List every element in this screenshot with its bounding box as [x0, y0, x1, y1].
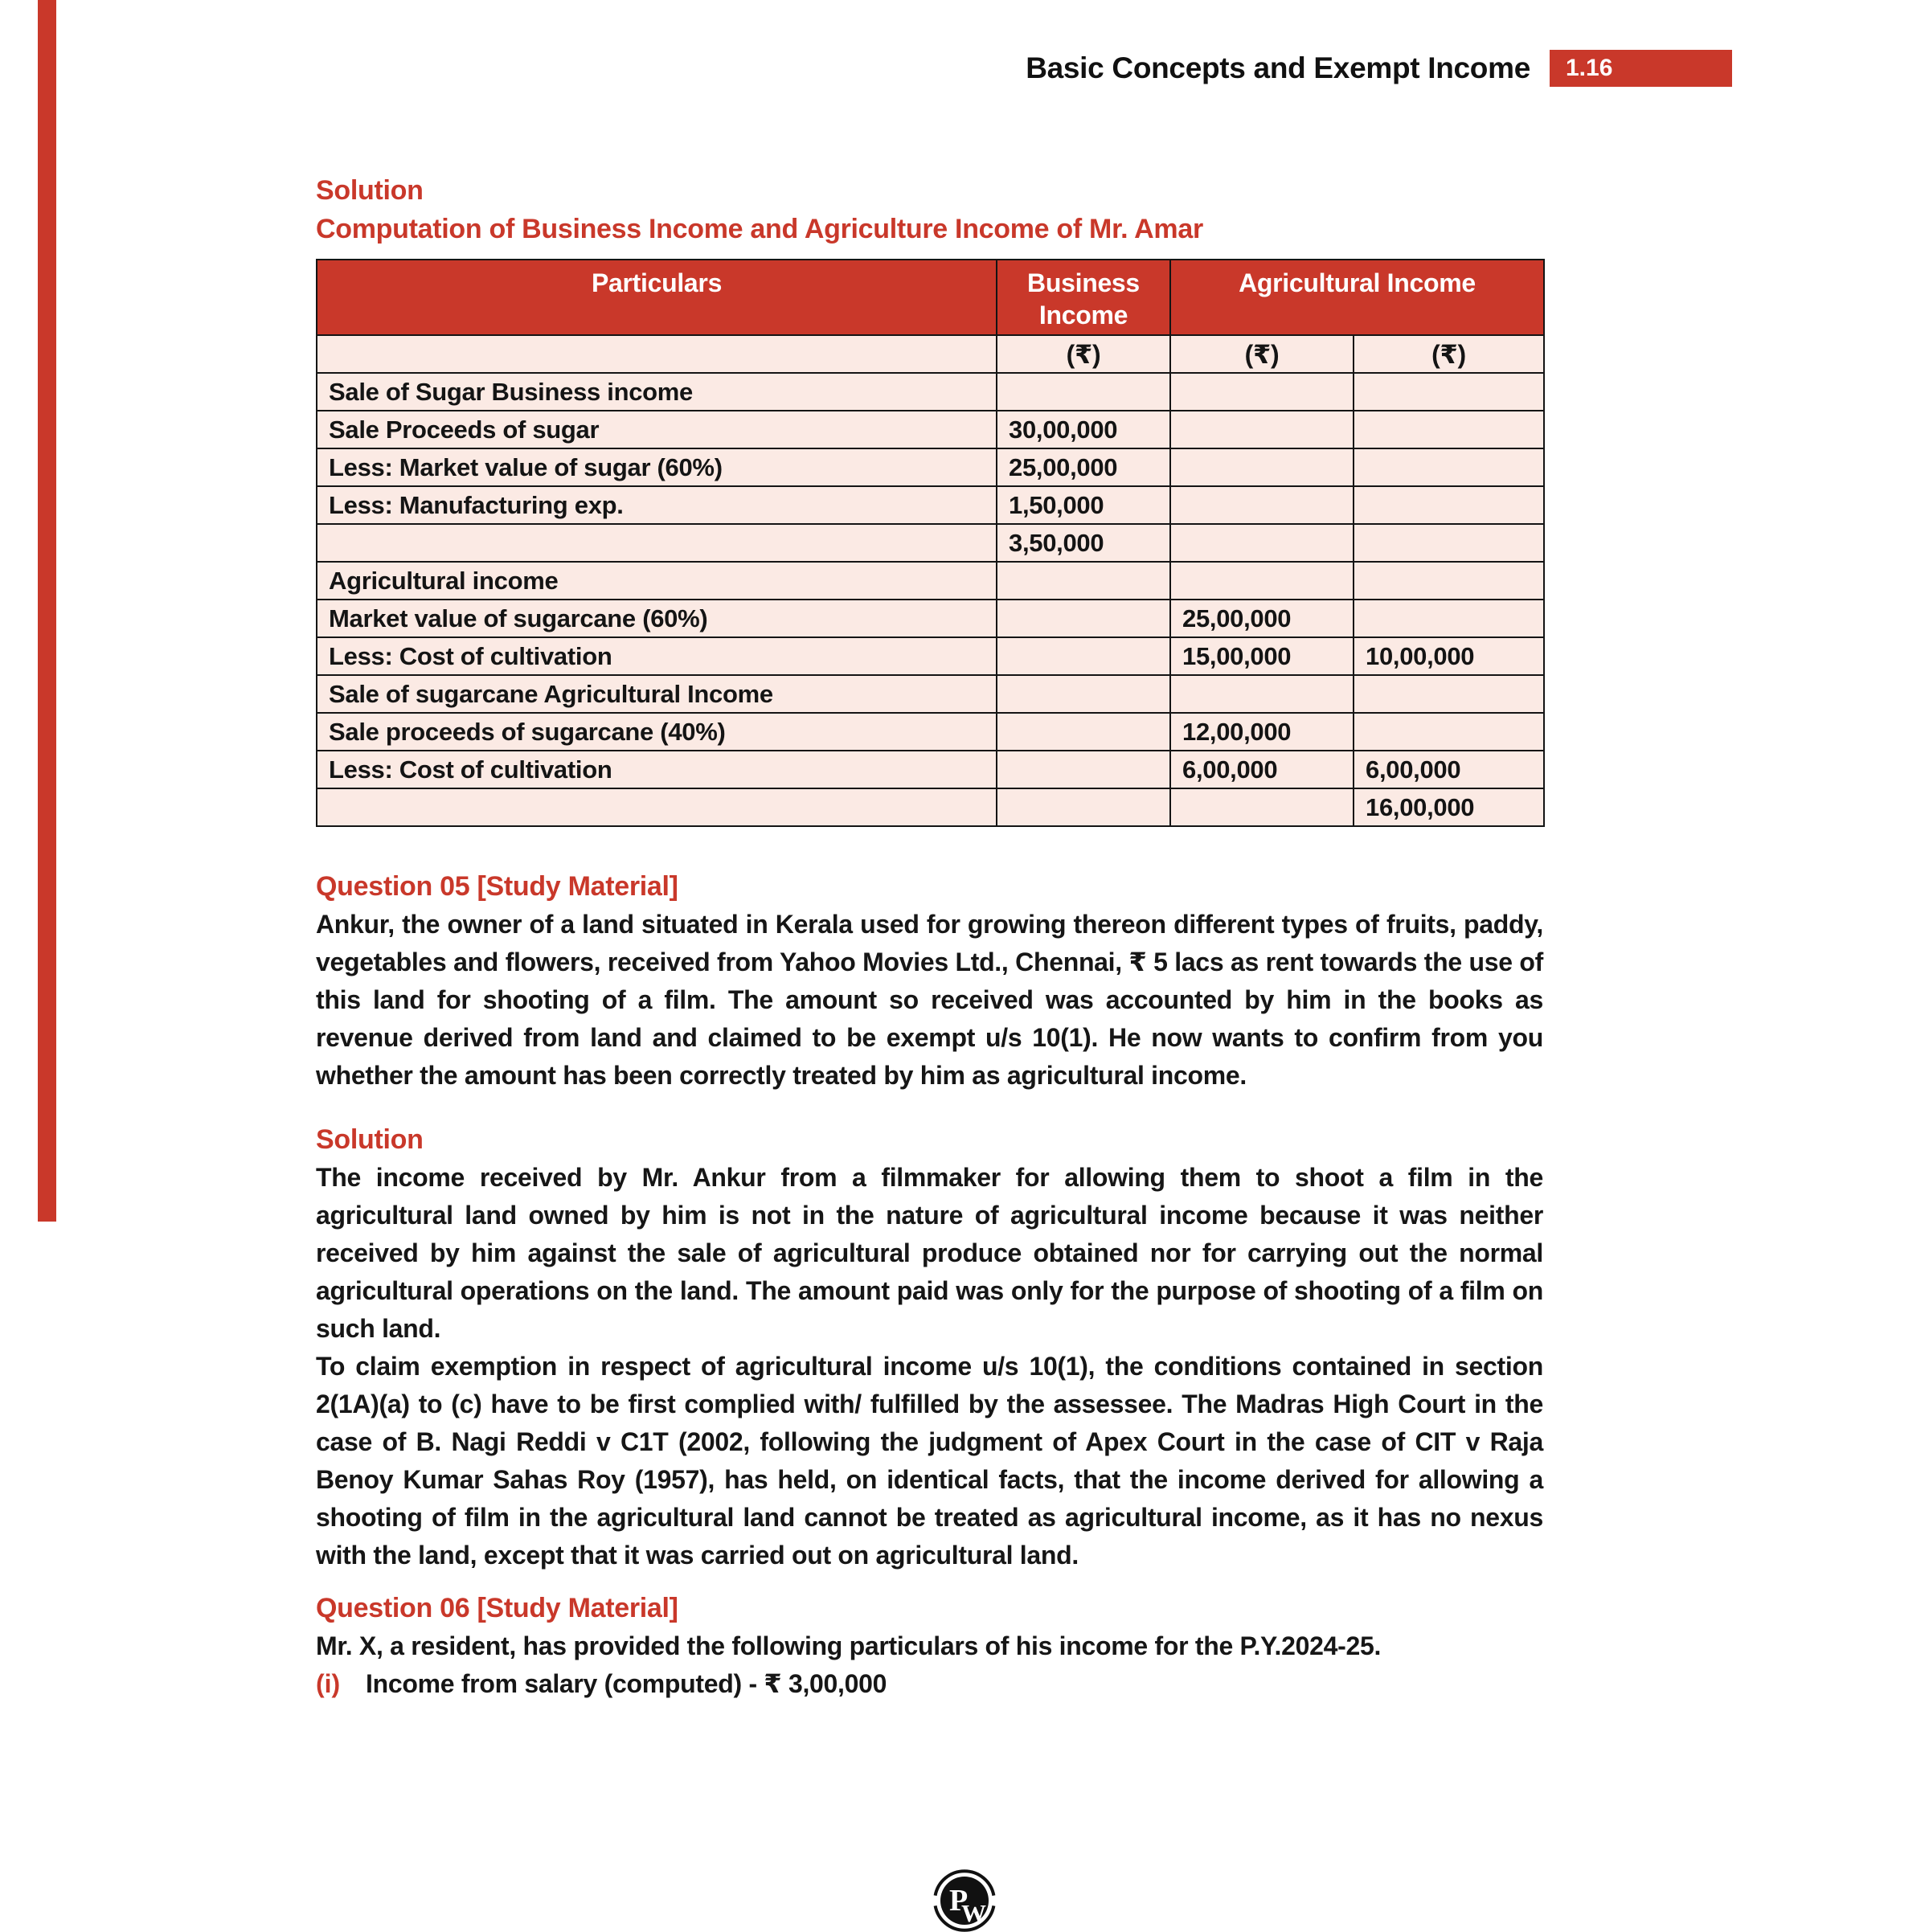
currency-cell: (₹) [997, 335, 1170, 373]
item-text: Income from salary (computed) - ₹ 3,00,000 [366, 1669, 887, 1698]
currency-cell: (₹) [1170, 335, 1354, 373]
solution-heading-2: Solution [316, 1124, 424, 1155]
pw-logo [932, 1868, 997, 1932]
main-content [316, 0, 1543, 1703]
left-accent-bar [38, 0, 56, 1222]
table-row: Less: Cost of cultivation 15,00,000 10,00,000 [317, 637, 1544, 675]
table-row: Market value of sugarcane (60%) 25,00,000 [317, 600, 1544, 637]
computation-table [316, 259, 1545, 827]
table-row: Less: Manufacturing exp. 1,50,000 [317, 486, 1544, 524]
computation-table-title: Computation of Business Income and Agriculture Income of Mr. Amar [316, 214, 1203, 244]
table-row: 3,50,000 [317, 524, 1544, 562]
currency-row [317, 335, 1544, 373]
solution-para-1: The income received by Mr. Ankur from a filmmaker for allowing them to shoot a film in the agricultural land owned by him is not in the nature of agricultural income because it was neither received by him against the sale of agricultural produce obtained nor for carrying out the normal agricultural operations on the land. The amount paid was only for the purpose of shooting of a film on such land. [316, 1163, 1543, 1343]
logo-letter-p: P [949, 1884, 969, 1918]
table-row: 16,00,000 [317, 788, 1544, 826]
question-06-intro: Mr. X, a resident, has provided the following particulars of his income for the P.Y.2024-25. [316, 1631, 1382, 1660]
table-header-row [317, 260, 1544, 335]
question-06-heading: Question 06 [Study Material] [316, 1593, 678, 1623]
table-row: Sale proceeds of sugarcane (40%) 12,00,000 [317, 713, 1544, 751]
page-title: Basic Concepts and Exempt Income [1026, 51, 1530, 84]
question-05-body: Ankur, the owner of a land situated in Kerala used for growing thereon different types of fruits, paddy, vegetables and flowers, received from Yahoo Movies Ltd., Chennai, ₹ 5 lacs as rent towards the use of this land for shooting of a film. The amount so received was accounted by him in the books as revenue derived from land and claimed to be exempt u/s 10(1). He now wants to confirm from you whether the amount has been correctly treated by him as agricultural income. [316, 910, 1543, 1090]
page-number: 1.16 [1566, 55, 1613, 81]
table-row: Sale of sugarcane Agricultural Income [317, 675, 1544, 713]
table-row: Sale of Sugar Business income [317, 373, 1544, 411]
question-05-heading: Question 05 [Study Material] [316, 871, 678, 902]
table-row: Less: Market value of sugar (60%) 25,00,000 [317, 448, 1544, 486]
table-row: Less: Cost of cultivation 6,00,000 6,00,000 [317, 751, 1544, 788]
col-header-particulars: Particulars [317, 260, 997, 335]
logo-letter-w: W [961, 1899, 986, 1927]
question-06-item-1 [316, 1665, 1543, 1703]
currency-cell: (₹) [1354, 335, 1544, 373]
item-marker: (i) [316, 1669, 341, 1698]
page-number-badge [1550, 50, 1732, 87]
table-row: Agricultural income [317, 562, 1544, 600]
solution-para-2: To claim exemption in respect of agricultural income u/s 10(1), the conditions contained in section 2(1A)(a) to (c) have to be first complied with/ fulfilled by the assessee. The Madras High Court in the case of B. Nagi Reddi v C1T (2002, following the judgment of Apex Court in the case of CIT v Raja Benoy Kumar Sahas Roy (1957), has held, on identical facts, that the income derived for allowing a shooting of film in the agricultural land cannot be treated as agricultural income, as it has no nexus with the land, except that it was carried out on agricultural land. [316, 1352, 1543, 1570]
table-row: Sale Proceeds of sugar 30,00,000 [317, 411, 1544, 448]
solution-heading-1: Solution [316, 175, 424, 206]
col-header-business-income: Business Income [997, 260, 1170, 335]
col-header-agricultural-income: Agricultural Income [1170, 260, 1544, 335]
